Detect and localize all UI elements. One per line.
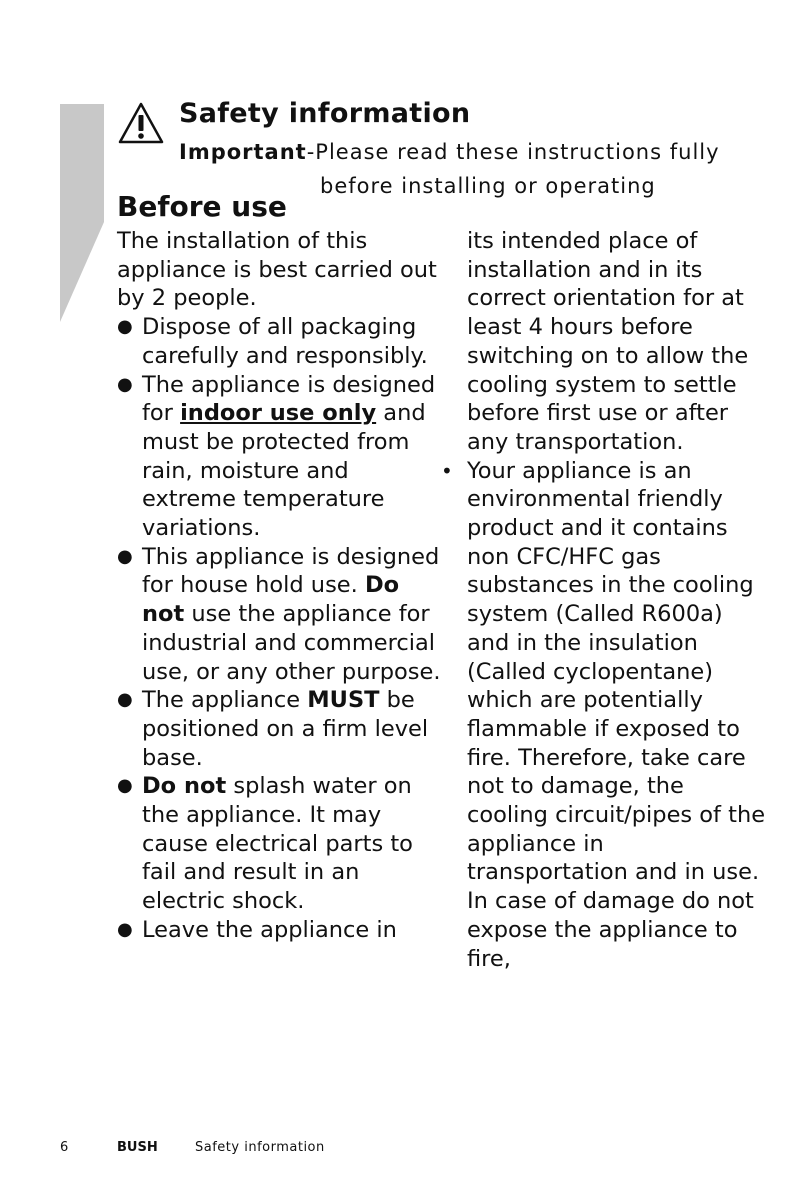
bullet-icon: • <box>441 458 453 483</box>
section-title: Before use <box>117 190 287 223</box>
side-tab-cut <box>60 222 104 322</box>
list-item-text: This appliance is designed for house hold use. <box>142 543 440 599</box>
bullet-icon: ● <box>117 775 133 797</box>
left-column <box>117 227 442 945</box>
list-item-text: and must be protected from rain, moisture and extreme temperature variations. <box>142 400 426 542</box>
emphasis-text: Do not <box>142 572 400 628</box>
list-item <box>441 457 767 974</box>
list-item <box>117 686 442 772</box>
important-label: Important <box>179 140 307 164</box>
bullet-icon: ● <box>117 316 133 338</box>
list-item <box>117 772 442 916</box>
list-item-text: The appliance is designed for <box>142 371 436 427</box>
list-item-text: Your appliance is an environmental friendly product and it contains non CFC/HFC gas substances in the cooling system (Called R600a) and in the insulation (Called cyclopentane) which are potentially flammable if exposed to fire. Therefore, take care not to damage, the cooling circuit/pipes of the appliance in transportation and in use. In case of damage do not expose the appliance to fire, <box>467 457 766 972</box>
footer-section-name: Safety information <box>195 1140 325 1155</box>
list-item-text: be positioned on a firm level base. <box>142 687 429 771</box>
continued-paragraph: its intended place of installation and in its correct orientation for at least 4 hours before switching on to allow the cooling system to settle before first use or after any transportation. <box>467 228 749 455</box>
brand-logo: BUSH <box>117 1140 158 1155</box>
intro-paragraph: The installation of this appliance is best carried out by 2 people. <box>117 228 437 312</box>
warning-triangle-icon <box>117 101 165 145</box>
list-item <box>117 313 442 370</box>
important-text-line1: -Please read these instructions fully <box>306 140 720 164</box>
list-item-text: Leave the appliance in <box>142 916 397 943</box>
important-text-line2: before installing or operating <box>320 174 656 198</box>
list-item <box>117 371 442 543</box>
important-notice <box>179 140 720 164</box>
list-item <box>117 543 442 687</box>
emphasis-text: MUST <box>307 687 380 714</box>
list-item-text: Dispose of all packaging carefully and responsibly. <box>142 314 428 369</box>
bullet-list <box>117 313 442 944</box>
bullet-icon: ● <box>117 373 133 395</box>
list-item-text: use the appliance for industrial and commercial use, or any other purpose. <box>142 601 441 685</box>
bullet-icon: ● <box>117 689 133 711</box>
right-column <box>441 227 767 973</box>
list-item-text: splash water on the appliance. It may cause electrical parts to fail and result in an electric shock. <box>142 773 413 915</box>
page-number: 6 <box>60 1140 69 1155</box>
page-title: Safety information <box>179 98 471 129</box>
list-item-text: The appliance <box>142 687 308 714</box>
bullet-icon: ● <box>117 545 133 567</box>
emphasis-text: Do not <box>142 773 227 800</box>
list-item <box>117 916 442 945</box>
bullet-icon: ● <box>117 918 133 940</box>
emphasis-text: indoor use only <box>180 400 377 427</box>
